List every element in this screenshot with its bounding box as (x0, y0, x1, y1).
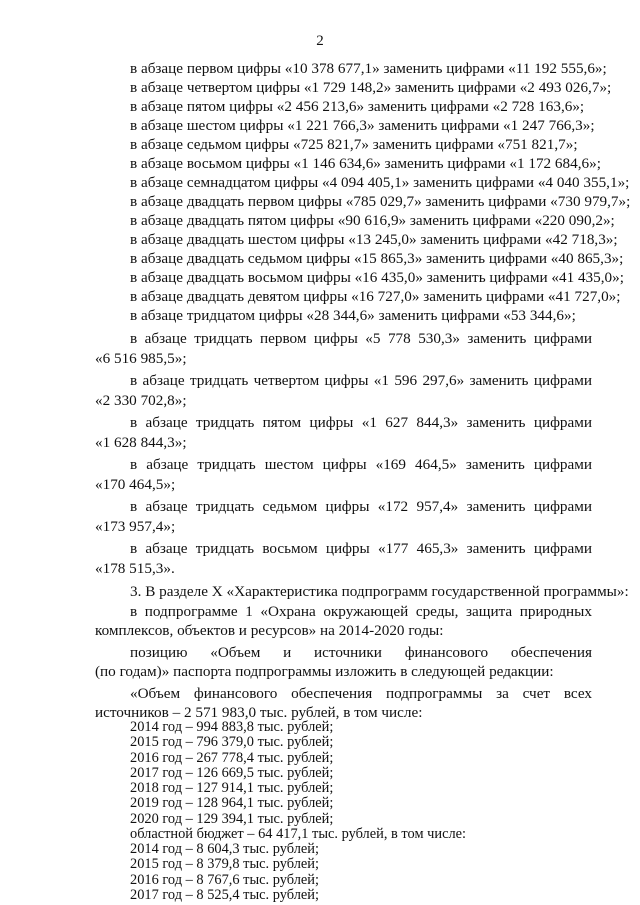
text-line: 2019 год – 128 964,1 тыс. рублей; (130, 795, 334, 811)
text-line: областной бюджет – 64 417,1 тыс. рублей, в том числе: (130, 826, 467, 842)
text-line: в абзаце первом цифры «10 378 677,1» заменить цифрами «11 192 555,6»; (130, 60, 607, 77)
text-line: комплексов, объектов и ресурсов» на 2014-2020 годы: (95, 622, 444, 639)
text-line: в абзаце семнадцатом цифры «4 094 405,1» заменить цифрами «4 040 355,1»; (130, 174, 630, 191)
text-line: в абзаце двадцать первом цифры «785 029,7» заменить цифрами «730 979,7»; (130, 193, 631, 210)
text-line: «Объем финансового обеспечения подпрограммы за счет всех (130, 685, 592, 702)
text-line: в абзаце двадцать девятом цифры «16 727,0» заменить цифрами «41 727,0»; (130, 288, 621, 305)
text-line: в абзаце тридцать шестом цифры «169 464,5» заменить цифрами (130, 456, 592, 473)
text-line: «178 515,3». (95, 560, 175, 577)
text-line: позицию «Объем и источники финансового обеспечения (130, 644, 592, 661)
text-line: 2016 год – 8 767,6 тыс. рублей; (130, 872, 319, 888)
text-line: в подпрограмме 1 «Охрана окружающей среды, защита природных (130, 603, 592, 620)
text-line: в абзаце двадцать восьмом цифры «16 435,0» заменить цифрами «41 435,0»; (130, 269, 624, 286)
text-line: «2 330 702,8»; (95, 392, 187, 409)
text-line: в абзаце тридцатом цифры «28 344,6» заменить цифрами «53 344,6»; (130, 307, 576, 324)
text-line: в абзаце тридцать пятом цифры «1 627 844,3» заменить цифрами (130, 414, 592, 431)
text-line: в абзаце двадцать шестом цифры «13 245,0» заменить цифрами «42 718,3»; (130, 231, 618, 248)
text-line: 3. В разделе X «Характеристика подпрограмм государственной программы»: (130, 583, 629, 600)
text-line: в абзаце шестом цифры «1 221 766,3» заменить цифрами «1 247 766,3»; (130, 117, 595, 134)
text-line: 2020 год – 129 394,1 тыс. рублей; (130, 811, 334, 827)
text-line: в абзаце тридцать четвертом цифры «1 596 297,6» заменить цифрами (130, 372, 592, 389)
text-line: 2018 год – 127 914,1 тыс. рублей; (130, 780, 334, 796)
text-line: 2015 год – 796 379,0 тыс. рублей; (130, 734, 334, 750)
text-line: в абзаце двадцать седьмом цифры «15 865,3» заменить цифрами «40 865,3»; (130, 250, 624, 267)
text-line: 2017 год – 8 525,4 тыс. рублей; (130, 887, 319, 903)
text-line: «6 516 985,5»; (95, 350, 187, 367)
page-number: 2 (316, 33, 324, 49)
text-line: «173 957,4»; (95, 518, 176, 535)
text-line: «1 628 844,3»; (95, 434, 187, 451)
text-line: в абзаце седьмом цифры «725 821,7» заменить цифрами «751 821,7»; (130, 136, 578, 153)
text-line: 2016 год – 267 778,4 тыс. рублей; (130, 750, 334, 766)
text-line: источников – 2 571 983,0 тыс. рублей, в том числе: (95, 704, 423, 721)
text-line: в абзаце четвертом цифры «1 729 148,2» заменить цифрами «2 493 026,7»; (130, 79, 612, 96)
text-line: в абзаце тридцать восьмом цифры «177 465,3» заменить цифрами (130, 540, 592, 557)
text-line: в абзаце двадцать пятом цифры «90 616,9» заменить цифрами «220 090,2»; (130, 212, 615, 229)
text-line: 2014 год – 994 883,8 тыс. рублей; (130, 719, 334, 735)
text-line: 2015 год – 8 379,8 тыс. рублей; (130, 856, 319, 872)
text-line: в абзаце тридцать первом цифры «5 778 530,3» заменить цифрами (130, 330, 592, 347)
text-line: в абзаце восьмом цифры «1 146 634,6» заменить цифрами «1 172 684,6»; (130, 155, 601, 172)
text-line: «170 464,5»; (95, 476, 176, 493)
text-line: в абзаце пятом цифры «2 456 213,6» заменить цифрами «2 728 163,6»; (130, 98, 585, 115)
text-line: (по годам)» паспорта подпрограммы изложить в следующей редакции: (95, 663, 554, 680)
text-line: 2014 год – 8 604,3 тыс. рублей; (130, 841, 319, 857)
text-line: 2017 год – 126 669,5 тыс. рублей; (130, 765, 334, 781)
text-line: в абзаце тридцать седьмом цифры «172 957,4» заменить цифрами (130, 498, 592, 515)
